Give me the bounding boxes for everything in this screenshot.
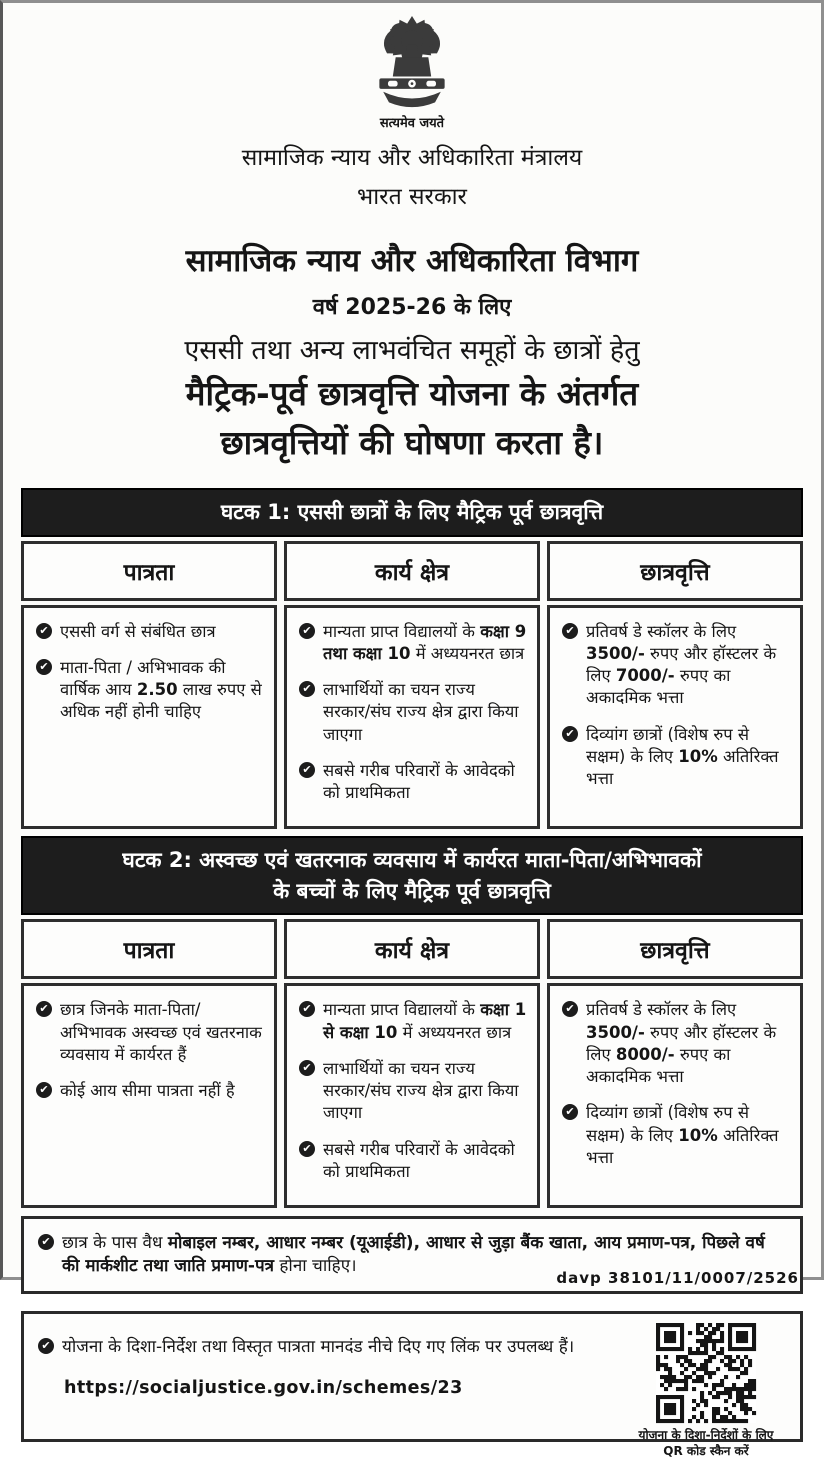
bullet-text-segment: लाभार्थियों का चयन राज्य सरकार/संघ राज्य क्षेत्र द्वारा किया जाएगा [323, 1058, 519, 1123]
bullet-text-segment: प्रतिवर्ष डे स्कॉलर के लिए [586, 1000, 737, 1020]
target-group-line: एससी तथा अन्य लाभवंचित समूहों के छात्रों हेतु [184, 335, 640, 366]
bullet-item [299, 1058, 527, 1125]
announcement-line-2: छात्रवृत्तियों की घोषणा करता है। [220, 422, 604, 462]
bullet-text-segment: 7000/- [615, 666, 675, 686]
bullet-text-segment: रुपए का अकादमिक भत्ता [586, 666, 731, 708]
bullet-text [60, 657, 264, 724]
documents-note-suffix: होना चाहिए। [273, 1256, 357, 1277]
bullet-item [36, 657, 264, 724]
check-icon: ✔ [38, 1234, 54, 1250]
check-icon: ✔ [562, 1001, 578, 1017]
column-header-row [21, 919, 803, 979]
scheme-link[interactable]: https://socialjustice.gov.in/schemes/23 [64, 1377, 463, 1398]
bullet-item [299, 760, 527, 805]
check-icon: ✔ [36, 623, 52, 639]
column-body-cell [284, 605, 540, 830]
bullet-text-segment: कोई आय सीमा पात्रता नहीं है [60, 1081, 235, 1101]
bullet-text [586, 621, 790, 710]
bullet-text-segment: 2.50 [136, 680, 178, 700]
bullet-text-segment: एससी वर्ग से संबंधित छात्र [60, 621, 216, 641]
bullet-text-segment: में अध्ययनरत छात्र [397, 1022, 512, 1042]
motto-text: सत्यमेव जयते [379, 116, 445, 131]
bullet-item [562, 999, 790, 1088]
bullet-text-segment: 3500/- [586, 643, 645, 663]
guidelines-note-box [21, 1311, 803, 1459]
check-icon: ✔ [36, 1082, 52, 1098]
bullet-item [299, 679, 527, 746]
bullet-text-segment: लाख रुपए से अधिक नहीं होनी चाहिए [60, 680, 262, 722]
qr-code-icon [656, 1323, 756, 1423]
check-icon: ✔ [36, 1001, 52, 1017]
column-header: पात्रता [21, 541, 277, 601]
component-title-line: के बच्चों के लिए मैट्रिक पूर्व छात्रवृत्ति [273, 878, 551, 903]
print-code: davp 38101/11/0007/2526 [556, 1269, 799, 1287]
check-icon: ✔ [299, 1001, 315, 1017]
masthead [3, 3, 821, 211]
bullet-text-segment: रुपए और हॉस्टलर के लिए [586, 643, 777, 686]
column-body-cell [21, 983, 277, 1208]
bullet-text-segment: रुपए का अकादमिक भत्ता [586, 1044, 731, 1087]
column-body-cell [21, 605, 277, 830]
components-area [21, 488, 803, 1208]
bullet-item [299, 1139, 527, 1184]
ministry-name: सामाजिक न्याय और अधिकारिता मंत्रालय [241, 145, 583, 171]
qr-caption-line-2: QR कोड स्कैन करें [663, 1444, 749, 1459]
bullet-text-segment: कक्षा 1 से कक्षा 10 [323, 1000, 527, 1042]
bullet-item [562, 1102, 790, 1169]
bullet-text [586, 999, 790, 1088]
check-icon: ✔ [299, 681, 315, 697]
check-icon: ✔ [562, 623, 578, 639]
bullet-text [323, 999, 527, 1044]
column-header: कार्य क्षेत्र [284, 919, 540, 979]
documents-note-bold: मोबाइल नम्बर, आधार नम्बर (यूआईडी), आधार से जुड़ा बैंक खाता, आय प्रमाण-पत्र, पिछले वर्ष की मार्कशीट तथा जाति प्रमाण-पत्र [62, 1233, 765, 1277]
bullet-text-segment: कक्षा 9 तथा कक्षा 10 [323, 621, 527, 663]
bullet-text-segment: अतिरिक्त भत्ता [586, 1125, 779, 1167]
bullet-text-segment: सबसे गरीब परिवारों के आवेदको को प्राथमिकता [323, 1139, 515, 1181]
bullet-text [323, 1139, 527, 1184]
bullet-item [36, 1080, 264, 1102]
column-body-cell [547, 605, 803, 830]
bullet-text [586, 724, 790, 791]
component-title-line: घटक 2: अस्वच्छ एवं खतरनाक व्यवसाय में कार्यरत माता-पिता/अभिभावकों [122, 848, 702, 873]
bullet-text-segment: में अध्ययनरत छात्र [410, 643, 525, 663]
bullet-text-segment: 8000/- [615, 1044, 675, 1064]
bullet-text-segment: 10% [678, 1125, 718, 1145]
column-body-row [21, 983, 803, 1208]
column-header: छात्रवृत्ति [547, 919, 803, 979]
bullet-item [36, 621, 264, 643]
bullet-text-segment: माता-पिता / अभिभावक की वार्षिक आय [60, 657, 226, 700]
bullet-text [60, 999, 264, 1066]
check-icon: ✔ [299, 762, 315, 778]
bullet-text-segment: 3500/- [586, 1022, 645, 1042]
bullet-text-segment: छात्र जिनके माता-पिता/अभिभावक अस्वच्छ एवं खतरनाक व्यवसाय में कार्यरत हैं [60, 1000, 262, 1064]
scheme-year: वर्ष 2025-26 के लिए [312, 295, 512, 320]
department-title: सामाजिक न्याय और अधिकारिता विभाग [185, 243, 639, 279]
qr-caption-line-1: योजना के दिशा-निर्देशों के लिए [638, 1428, 774, 1442]
component-title-bar [21, 836, 803, 915]
bullet-text [323, 1058, 527, 1125]
column-body-cell [547, 983, 803, 1208]
bullet-text-segment: मान्यता प्राप्त विद्यालयों के [323, 621, 481, 641]
bullet-text-segment: दिव्यांग छात्रों (विशेष रुप से सक्षम) के लिए [586, 1103, 750, 1145]
bullet-text [323, 621, 527, 666]
bullet-item [562, 621, 790, 710]
headline-block [3, 239, 821, 464]
government-name: भारत सरकार [357, 184, 467, 210]
bullet-item [38, 1336, 628, 1359]
bullet-text-segment: लाभार्थियों का चयन राज्य सरकार/संघ राज्य क्षेत्र द्वारा किया जाएगा [323, 680, 519, 744]
column-header-row [21, 541, 803, 601]
component-table [21, 836, 803, 1208]
column-header: कार्य क्षेत्र [284, 541, 540, 601]
component-table [21, 488, 803, 829]
check-icon: ✔ [38, 1338, 54, 1354]
guidelines-note-text: योजना के दिशा-निर्देश तथा विस्तृत पात्रता मानदंड नीचे दिए गए लिंक पर उपलब्ध हैं। [62, 1337, 575, 1357]
bullet-text [586, 1102, 790, 1169]
check-icon: ✔ [299, 1060, 315, 1076]
announcement-line-1: मैट्रिक-पूर्व छात्रवृत्ति योजना के अंतर्गत [185, 374, 639, 413]
bullet-text-segment: 10% [678, 746, 718, 766]
bullet-text [323, 760, 527, 805]
bullet-text-segment: प्रतिवर्ष डे स्कॉलर के लिए [586, 621, 737, 641]
component-title-line: घटक 1: एससी छात्रों के लिए मैट्रिक पूर्व छात्रवृत्ति [220, 500, 604, 525]
bullet-text-segment: अतिरिक्त भत्ता [586, 746, 779, 789]
qr-block [622, 1323, 790, 1459]
national-emblem-icon [366, 15, 458, 111]
bullet-item [562, 724, 790, 791]
column-body-cell [284, 983, 540, 1208]
bullet-text [323, 679, 527, 746]
check-icon: ✔ [562, 1104, 578, 1120]
column-body-row [21, 605, 803, 830]
bullet-text [60, 1080, 235, 1102]
component-title-bar [21, 488, 803, 536]
bullet-text-segment: सबसे गरीब परिवारों के आवेदको को प्राथमिकता [323, 760, 515, 803]
bullet-item [299, 999, 527, 1044]
documents-note-prefix: छात्र के पास वैध [62, 1233, 168, 1254]
bullet-text [60, 621, 216, 643]
bullet-text-segment: मान्यता प्राप्त विद्यालयों के [323, 1000, 481, 1020]
check-icon: ✔ [36, 659, 52, 675]
check-icon: ✔ [562, 726, 578, 742]
column-header: पात्रता [21, 919, 277, 979]
bullet-text-segment: रुपए और हॉस्टलर के लिए [586, 1022, 777, 1064]
bullet-text-segment: दिव्यांग छात्रों (विशेष रुप से सक्षम) के लिए [586, 724, 750, 766]
column-header: छात्रवृत्ति [547, 541, 803, 601]
bullet-item [36, 999, 264, 1066]
check-icon: ✔ [299, 1141, 315, 1157]
check-icon: ✔ [299, 623, 315, 639]
bullet-item [299, 621, 527, 666]
